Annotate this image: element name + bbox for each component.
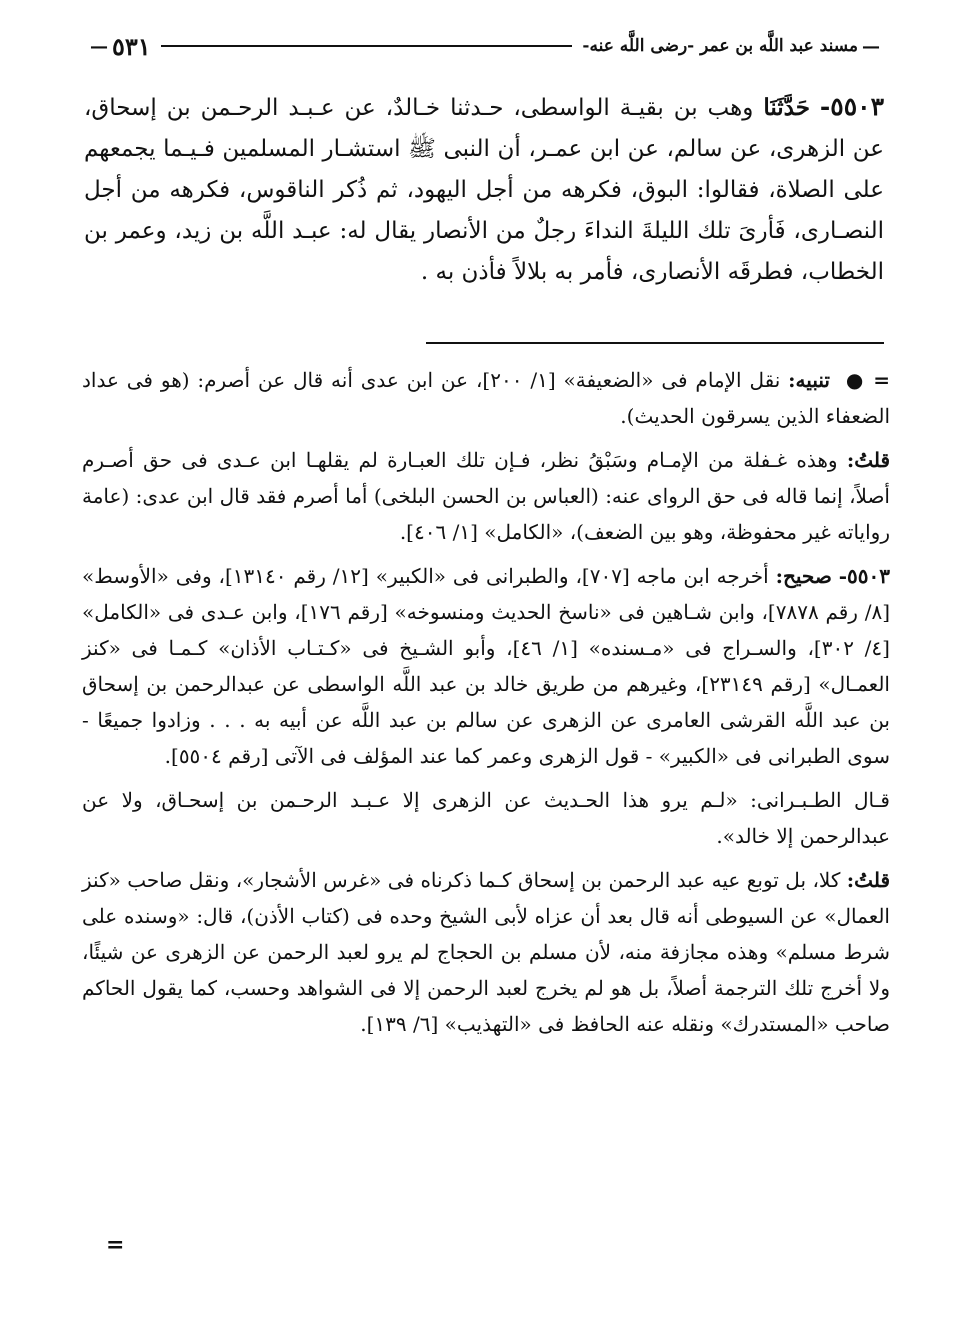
footnote-qultu-1 <box>82 442 890 550</box>
takhrij-number: ٥٥٠٣- <box>838 564 890 588</box>
hadith-text <box>84 86 884 293</box>
footnote-divider <box>426 342 884 344</box>
header-dash: — <box>862 35 880 57</box>
page-number: ٥٣١ <box>112 31 151 61</box>
header-rule <box>161 45 573 47</box>
footnote-text: وهذه غـفلة من الإمـام وسَبْقُ نظر، فـإن تلك العبـارة لم يقلهـا ابن عـدى فى حق أصـرم أصلاً، إنما قاله فى حق الرواى عنه: (العباس بن الحسن البلخى) أما أصرم فقد قال ابن عدى: (عامة رواياته غير محفوظة، وهو بين الضعف)، «الكامل» [١/ ٤٠٦]. <box>82 448 890 544</box>
footnote-text: أخرجه ابن ماجه [٧٠٧]، والطبرانى فى «الكبير» [١٢/ رقم ١٣١٤٠]، وفى «الأوسط» [٨/ رقم ٧٨٧٨]، وابن شـاهين فى «ناسخ الحديث ومنسوخه» [رقم ١٧٦]، وابن عـدى فى «الكامل» [٤/ ٣٠٢]، والسـراج فى «مـسنده» [١/ ٤٦]، وأبو الشـيخ فى «كـتـاب الأذان» كـمـا فى «كنز العمـال» [رقم ٢٣١٤٩]، وغيرهم من طريق خالد بن عبد اللَّه الواسطى عن عبدالرحمن بن إسحاق بن عبد اللَّه القرشى العامرى عن الزهرى عن سالم بن عبد اللَّه عن أبيه به . . . وزادوا جميعًا - سوى الطبرانى فى «الكبير» - قول الزهرى وعمر كما عند المؤلف فى الآتى [رقم ٥٥٠٤]. <box>82 564 891 768</box>
footnote-qultu-2 <box>82 862 890 1042</box>
footnote-tabarani <box>82 782 890 854</box>
footnote-label: صحيح: <box>775 564 832 588</box>
hadith-lead: حَدَّثَنَا <box>763 94 810 121</box>
bullet-mark: = ● <box>845 368 891 392</box>
running-header <box>86 26 884 66</box>
hadith-body: وهب بن بقيـة الواسطى، حـدثنا خـالدٌ، عن عـبـد الرحـمن بن إسحاق، عن الزهرى، عن سالم، عن ابن عمـر، أن النبى ﷺ استشـار المسلمين فـيـما يجمعهم على الصلاة، فقالوا: البوق، فكرهه من أجل اليهود، ثم ذُكر الناقوس، فكرهه من أجل النصـارى، فَأرىَ تلك الليلةَ النداءَ رجلٌ من الأنصار يقال له: عبـد اللَّه بن زيد، وعمر بن الخطاب، فطرقَه الأنصارى، فأمر به بلالاً فأذن به . <box>84 95 884 285</box>
footnote-text: كلا، بل توبع عيه عبد الرحمن بن إسحاق كـما ذكرناه فى «غرس الأشجار»، ونقل صاحب «كنز العمال» عن السيوطى أنه قال بعد أن عزاه لأبى الشيخ وحده فى (كتاب الأذن)، قال: «وسنده على شرط مسلم» وهذه مجازفة منه، لأن مسلم بن الحجاج لم يرو لعبد الرحمن عن الزهرى عن شيئًا، ولا أخرج تلك الترجمة أصلاً، بل هو لم يخرج لعبد الرحمن إلا فى الشواهد وحسب، كما يقول الحاكم صاحب «المستدرك» ونقله عنه الحافظ فى «التهذيب» [٦/ ١٣٩]. <box>82 868 890 1036</box>
continuation-mark: = <box>106 1232 125 1258</box>
running-title: مسند عبد اللَّه بن عمر -رضى اللَّه عنه- <box>582 36 858 56</box>
header-dash: — <box>90 35 108 57</box>
hadith-number: ٥٥٠٣- <box>819 92 884 121</box>
footnote-takhrij <box>82 558 890 774</box>
footnote-label: تنبيه: <box>788 368 830 392</box>
footnotes <box>82 362 890 1050</box>
footnote-label: قلتُ: <box>846 868 890 892</box>
footnote-label: قلتُ: <box>846 448 891 472</box>
footnote-text: نقل الإمام فى «الضعيفة» [١/ ٢٠٠]، عن ابن عدى أنه قال عن أصرم: (هو فى عداد الضعفاء الذين يسرقون الحديث). <box>82 368 890 428</box>
footnote-text: قـال الطـبـرانى: «لـم يرو هذا الحـديث عن الزهرى إلا عـبـد الرحـمن بن إسحـاق، ولا عن عبدالرحمن إلا خالد». <box>82 788 890 848</box>
footnote-tanbih <box>82 362 890 434</box>
